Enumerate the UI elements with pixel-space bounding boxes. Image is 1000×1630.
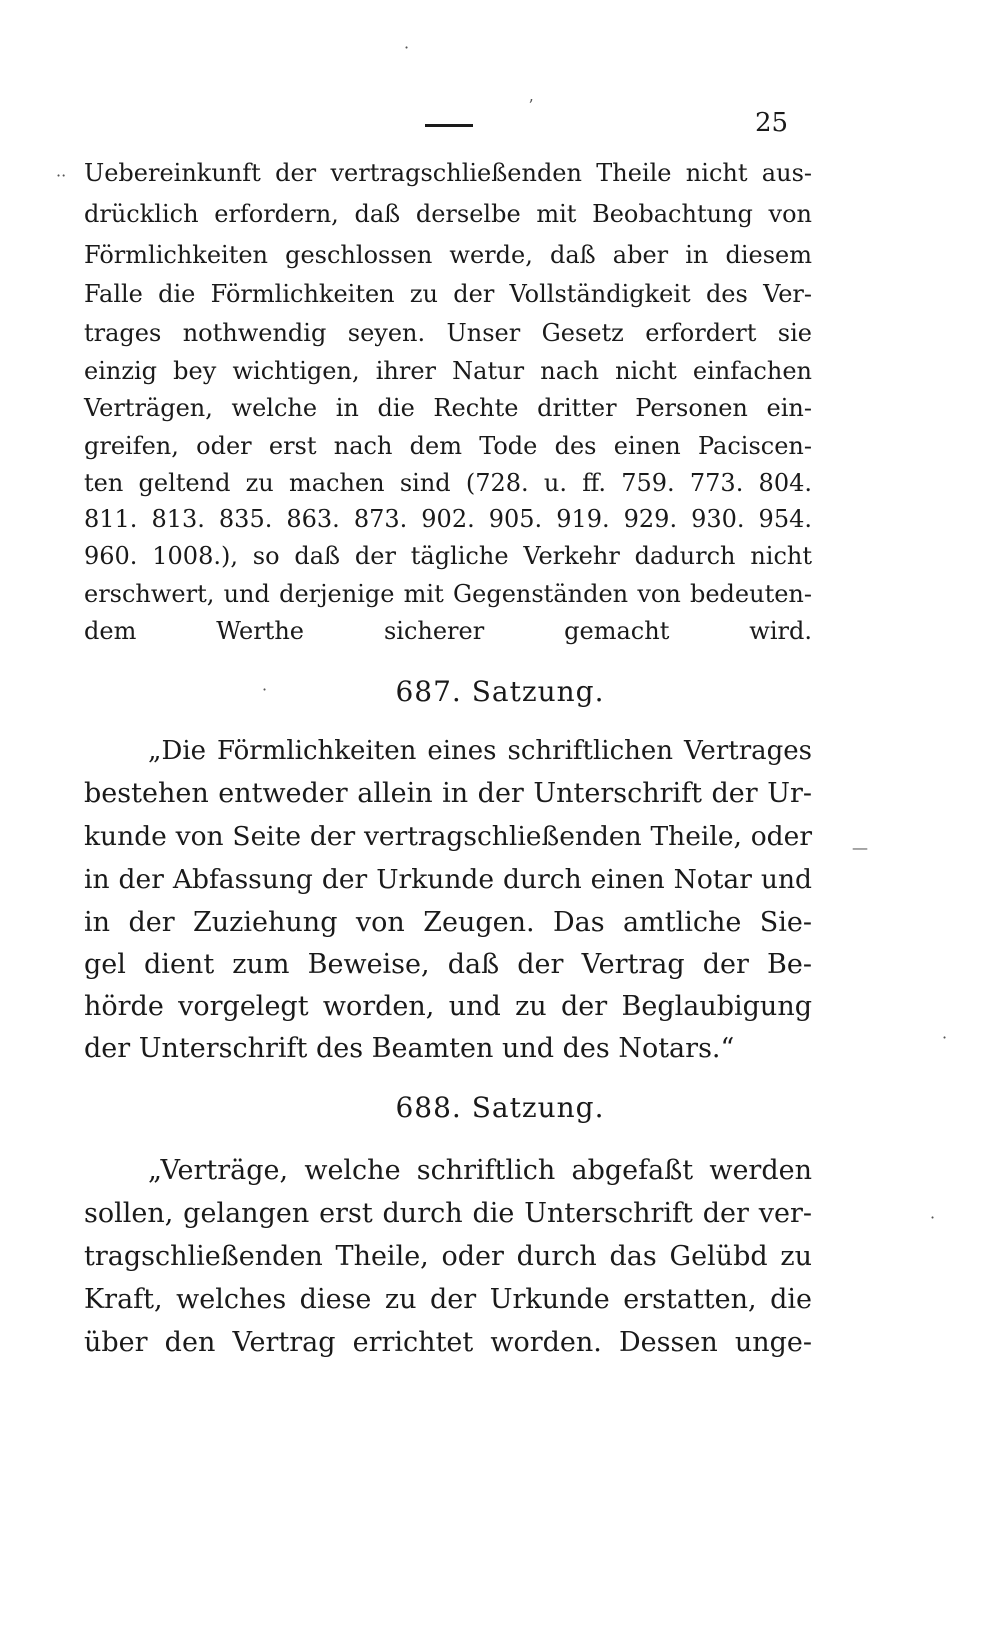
text-line: in der Abfassung der Urkunde durch einen Notar und (84, 864, 812, 895)
text-line: tragschließenden Theile, oder durch das Gelübd zu (84, 1241, 812, 1272)
text-line: bestehen entweder allein in der Unterschrift der Ur- (84, 778, 812, 809)
text-line: dem Werthe sicherer gemacht wird. (84, 617, 812, 645)
text-line: der Unterschrift des Beamten und des Notars.“ (84, 1033, 735, 1064)
text-line: Falle die Förmlichkeiten zu der Vollständigkeit des Ver- (84, 280, 812, 308)
text-line: ten geltend zu machen sind (728. u. ff. 759. 773. 804. (84, 469, 812, 497)
text-line: Kraft, welches diese zu der Urkunde erstatten, die (84, 1284, 812, 1315)
header-rule (425, 124, 473, 127)
scan-speck: ʼ (528, 96, 534, 115)
text-line: Förmlichkeiten geschlossen werde, daß aber in diesem (84, 241, 812, 269)
page-number: 25 (755, 108, 789, 138)
text-line: erschwert, und derjenige mit Gegenständen von bedeuten- (84, 580, 812, 608)
scan-speck: — (852, 838, 868, 857)
text-line: „Die Förmlichkeiten eines schriftlichen Vertrages (148, 736, 812, 766)
text-line: über den Vertrag errichtet worden. Dessen unge- (84, 1327, 812, 1358)
text-line: „Verträge, welche schriftlich abgefaßt werden (148, 1155, 812, 1186)
text-line: drücklich erfordern, daß derselbe mit Beobachtung von (84, 200, 812, 228)
text-line: gel dient zum Beweise, daß der Vertrag der Be- (84, 949, 812, 980)
text-line: kunde von Seite der vertragschließenden Theile, oder (84, 821, 812, 852)
text-line: sollen, gelangen erst durch die Unterschrift der ver- (84, 1198, 812, 1229)
text-line: greifen, oder erst nach dem Tode des einen Paciscen- (84, 432, 812, 460)
text-line: einzig bey wichtigen, ihrer Natur nach nicht einfachen (84, 357, 812, 385)
scan-speck: · (262, 680, 268, 699)
text-line: in der Zuziehung von Zeugen. Das amtliche Sie- (84, 907, 812, 938)
text-line: 811. 813. 835. 863. 873. 902. 905. 919. 929. 930. 954. (84, 505, 812, 533)
text-line: hörde vorgelegt worden, und zu der Beglaubigung (84, 991, 812, 1022)
scan-speck: ·· (56, 166, 67, 185)
scan-speck: · (930, 1208, 936, 1227)
text-line: Verträgen, welche in die Rechte dritter Personen ein- (84, 394, 812, 422)
text-line: Uebereinkunft der vertragschließenden Theile nicht aus- (84, 159, 812, 187)
text-line: 960. 1008.), so daß der tägliche Verkehr dadurch nicht (84, 542, 812, 570)
scan-speck: · (404, 38, 410, 57)
scan-speck: · (942, 1028, 948, 1047)
section-heading-688: 688. Satzung. (395, 1091, 605, 1124)
section-heading-687: 687. Satzung. (395, 675, 605, 708)
text-line: trages nothwendig seyen. Unser Gesetz erfordert sie (84, 319, 812, 347)
